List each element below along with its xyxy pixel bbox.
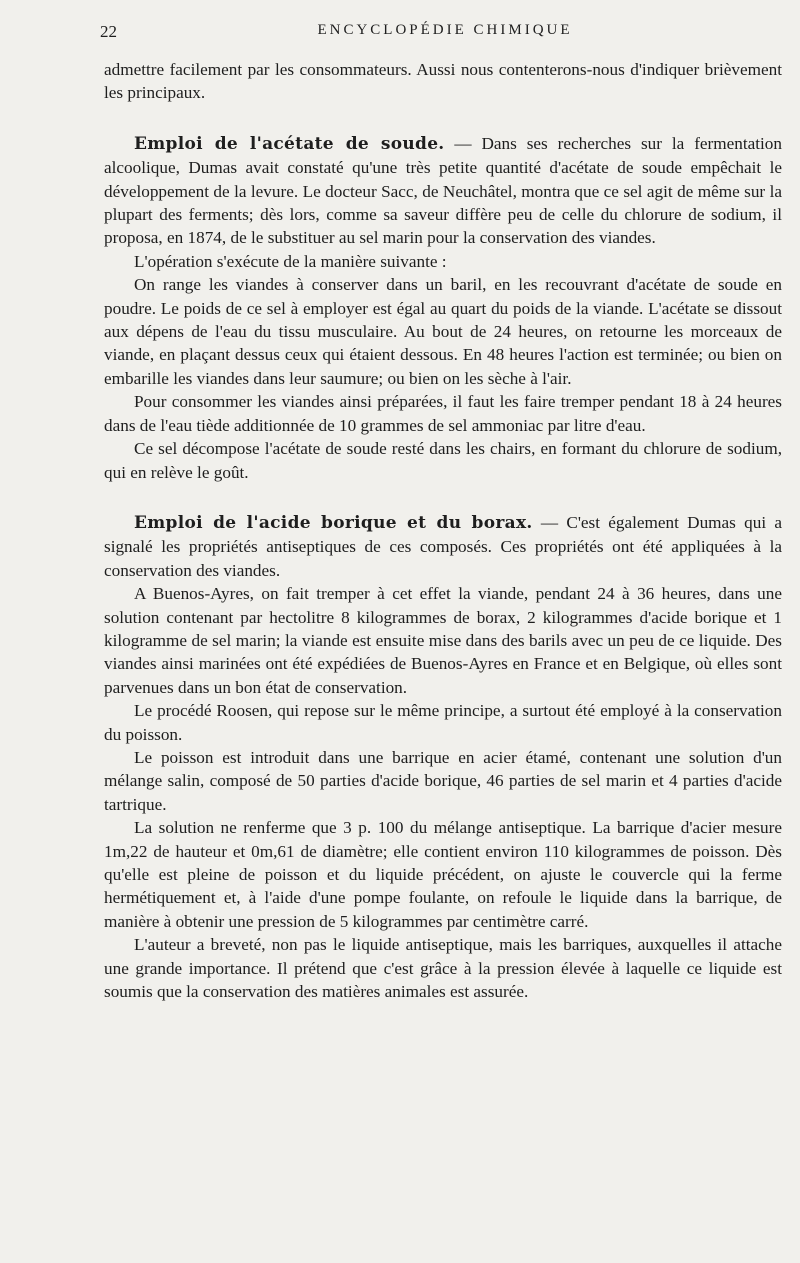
body-text (104, 58, 782, 1003)
paragraph (104, 746, 782, 816)
paragraph-text: — Dans ses recherches sur la fermentation alcoolique, Dumas avait constaté qu'une très petite quantité d'acétate de soude empêchait le développement de la levure. Le docteur Sacc, de Neuchâtel, montra que ce sel agit de même sur la plupart des ferments; dès lors, comme sa saveur diffère peu de celle du chlorure de sodium, il proposa, en 1874, de le substituer au sel marin pour la conservation des viandes. (104, 133, 782, 248)
section-heading-borique: Emploi de l'acide borique et du borax. (134, 512, 533, 533)
paragraph-text: On range les viandes à conserver dans un baril, en les recouvrant d'acétate de soude en poudre. Le poids de ce sel à employer est égal au quart du poids de la viande. L'acétate se dissout aux dépens de l'eau du tissu musculaire. Au bout de 24 heures, on retourne les morceaux de viande, en plaçant dessus ceux qui étaient dessous. En 48 heures l'action est terminée; ou bien on embarille les viandes dans leur saumure; ou bien on les sèche à l'air. (104, 275, 782, 388)
paragraph-text: — C'est également Dumas qui a signalé les propriétés antiseptiques de ces composés. Ces propriétés ont été appliquées à la conservation des viandes. (104, 512, 783, 580)
paragraph-borique-heading (104, 511, 782, 582)
paragraph-text: Ce sel décompose l'acétate de soude resté dans les chairs, en formant du chlorure de sodium, qui en relève le goût. (104, 439, 782, 482)
running-head: ENCYCLOPÉDIE CHIMIQUE (317, 22, 573, 38)
paragraph (104, 582, 782, 699)
paragraph-text: Le procédé Roosen, qui repose sur le même principe, a surtout été employé à la conservation du poisson. (104, 701, 782, 744)
paragraph-text: Pour consommer les viandes ainsi préparées, il faut les faire tremper pendant 18 à 24 heures dans de l'eau tiède additionnée de 10 grammes de sel ammoniac par litre d'eau. (104, 392, 782, 435)
section-heading-acetate: Emploi de l'acétate de soude. (134, 133, 445, 154)
paragraph (104, 437, 782, 484)
paragraph-text: Le poisson est introduit dans une barrique en acier étamé, contenant une solution d'un mélange salin, composé de 50 parties d'acide borique, 46 parties de sel marin et 4 parties d'acide tartrique. (104, 747, 782, 814)
page-number: 22 (100, 22, 117, 41)
paragraph-text: L'opération s'exécute de la manière suivante : (134, 251, 447, 271)
paragraph-text: La solution ne renferme que 3 p. 100 du mélange antiseptique. La barrique d'acier mesure 1m,22 de hauteur et 0m,61 de diamètre; elle contient environ 110 kilogrammes de poisson. Dès qu'elle est pleine de poisson et du liquide précédent, on ajuste le couvercle qui la ferme hermétiquement et, à l'aide d'une pompe foulante, on refoule le liquide dans la barrique, de manière à obtenir une pression de 5 kilogrammes par centimètre carré. (104, 818, 782, 931)
paragraph (104, 816, 782, 933)
paragraph (104, 390, 782, 437)
page-header (100, 22, 790, 44)
paragraph (104, 250, 782, 273)
paragraph (104, 699, 782, 746)
paragraph-text: L'auteur a breveté, non pas le liquide antiseptique, mais les barriques, auxquelles il attache une grande importance. Il prétend que c'est grâce à la pression élevée à laquelle ce liquide est soumis que la conservation des matières animales est assurée. (104, 935, 782, 1002)
paragraph-intro (104, 58, 782, 105)
paragraph-acetate-heading (104, 132, 782, 250)
paragraph (104, 933, 782, 1003)
paragraph-text: A Buenos-Ayres, on fait tremper à cet effet la viande, pendant 24 à 36 heures, dans une solution contenant par hectolitre 8 kilogrammes de borax, 2 kilogrammes d'acide borique et 1 kilogramme de sel marin; la viande est ensuite mise dans des barils avec un peu de ce liquide. Des viandes ainsi marinées ont été expédiées de Buenos-Ayres en France et en Belgique, où elles sont parvenues dans un bon état de conservation. (104, 584, 782, 697)
paragraph-text: admettre facilement par les consommateurs. Aussi nous contenterons-nous d'indiquer brièvement les principaux. (104, 60, 782, 103)
paragraph (104, 273, 782, 390)
